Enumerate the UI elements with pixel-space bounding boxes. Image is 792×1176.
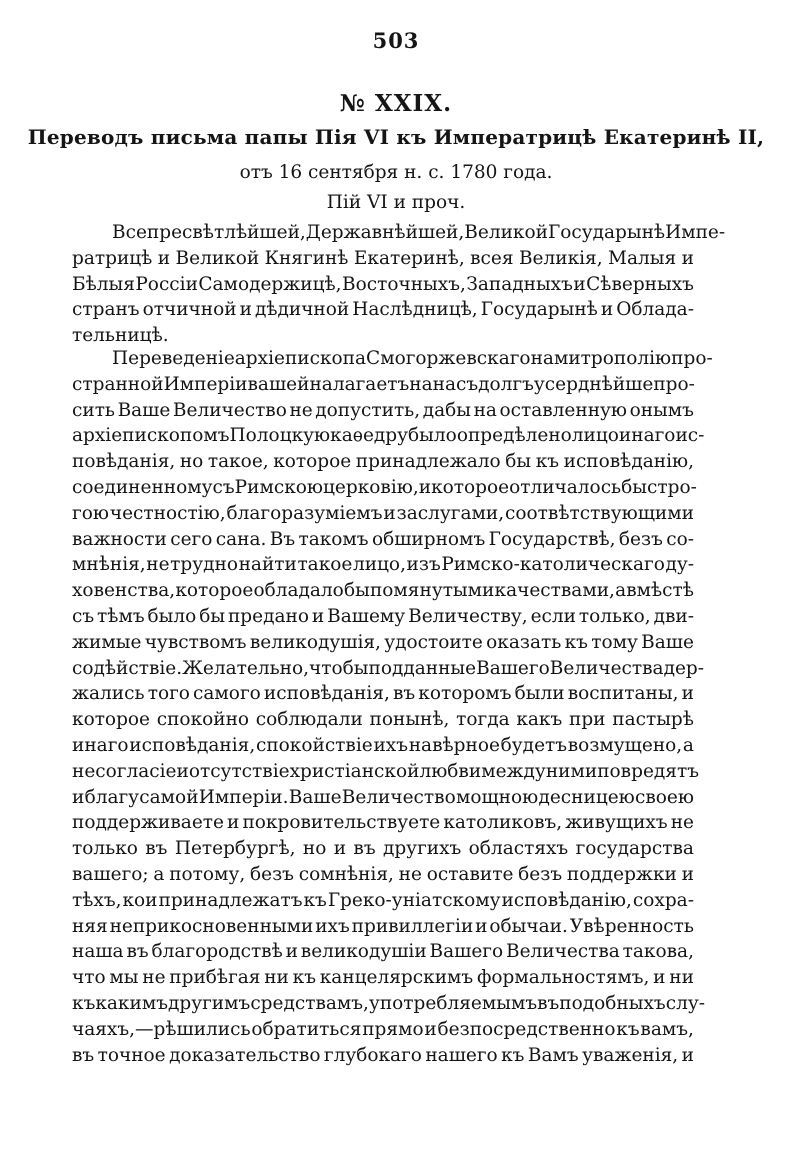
text-line — [72, 1017, 694, 1043]
word: Величества — [549, 657, 664, 679]
word: сомнѣнія, — [298, 863, 394, 885]
word: къ — [72, 992, 96, 1014]
text-line — [72, 888, 694, 914]
word: обширномъ — [371, 528, 486, 550]
word: глубокаго — [323, 1044, 422, 1066]
word: кои — [122, 889, 158, 911]
word: несогласіе — [72, 760, 177, 782]
word: Сѣверныхъ — [586, 273, 694, 295]
word: повѣданія, — [72, 451, 176, 473]
word: стро- — [647, 476, 697, 498]
word: найти — [238, 554, 297, 576]
word: лицо — [571, 425, 619, 447]
word: если — [530, 605, 576, 627]
word: удостоите — [384, 631, 483, 653]
text-line — [72, 630, 694, 656]
word: съ — [212, 476, 235, 498]
word: сить — [72, 399, 115, 421]
word: великодушіи — [300, 941, 427, 963]
word: оказать — [486, 631, 562, 653]
word: ихъ — [315, 915, 350, 937]
word: и — [681, 247, 694, 269]
word: мы — [109, 967, 139, 989]
word: благоразуміемъ — [226, 502, 383, 524]
word: отчичной — [142, 299, 237, 321]
word: къ — [564, 631, 588, 653]
word: вамъ, — [640, 1018, 694, 1040]
word: Государынѣ — [480, 299, 598, 321]
word: благу — [84, 786, 140, 808]
word: не — [670, 812, 694, 834]
word: было — [408, 425, 457, 447]
word: принадлежало — [355, 451, 501, 473]
word: такомъ — [298, 528, 369, 550]
word: Самодержицѣ, — [198, 273, 342, 295]
word: къ — [292, 967, 316, 989]
word: не — [146, 554, 170, 576]
word: понынѣ, — [369, 709, 450, 731]
word: ни — [669, 967, 694, 989]
word: онымъ — [629, 399, 694, 421]
word: того — [147, 683, 190, 705]
word: которое — [431, 476, 510, 498]
word: такова, — [622, 941, 694, 963]
word: тогда — [456, 709, 510, 731]
word: слу- — [665, 992, 705, 1014]
word: любви — [419, 760, 482, 782]
word: Желательно, — [182, 657, 310, 679]
word: чаяхъ,—рѣшились — [72, 1018, 251, 1040]
text-line — [72, 914, 694, 940]
word: бы — [343, 580, 370, 602]
word: поддерживаете — [72, 812, 224, 834]
word: трудно — [170, 554, 238, 576]
word: только — [72, 838, 138, 860]
word: христіанской — [289, 760, 420, 782]
word: безпосредственно — [437, 1018, 616, 1040]
word: навѣрное — [408, 734, 500, 756]
word: и — [383, 502, 396, 524]
word: между — [481, 760, 546, 782]
word: допустить, — [315, 399, 421, 421]
text-line — [72, 398, 694, 424]
word: исповѣданія, — [129, 734, 256, 756]
sender-line: Пій VI и проч. — [326, 192, 466, 213]
text-line — [72, 297, 694, 323]
word: и — [311, 605, 325, 627]
word: воспитаны, — [567, 683, 679, 705]
word: въ — [392, 683, 416, 705]
word: усерднѣйше — [533, 373, 654, 395]
word: Импе- — [665, 222, 726, 243]
word: областяхъ — [468, 838, 569, 860]
word: и — [600, 299, 614, 321]
word: чтобы — [309, 657, 369, 679]
word: оставите — [426, 863, 514, 885]
document-title: Переводъ письма папы Пія VI къ Императрицѣ Екатеринѣ II, — [27, 125, 765, 149]
word: прибѣгая — [169, 967, 261, 989]
word: вашего; — [72, 863, 149, 885]
text-line — [72, 656, 705, 682]
word: поддержки — [566, 863, 677, 885]
word: которое — [273, 451, 352, 473]
word: всея — [470, 247, 514, 269]
word: про- — [653, 373, 695, 395]
word: сего — [170, 528, 213, 550]
word: Державнѣйшей, — [305, 222, 465, 243]
word: тому — [591, 631, 638, 653]
word: государства — [575, 838, 694, 860]
word: Имперіи. — [198, 786, 289, 808]
word: и — [424, 1018, 437, 1040]
paragraph-address — [72, 220, 726, 349]
word: качествами, — [494, 580, 615, 602]
word: такое — [297, 554, 353, 576]
word: каѳедру — [330, 425, 409, 447]
word: Ваше — [288, 786, 342, 808]
word: такое, — [207, 451, 269, 473]
word: съ — [72, 605, 95, 627]
word: мнѣнія, — [72, 554, 146, 576]
text-line — [72, 681, 694, 707]
word: и — [418, 476, 432, 498]
text-line — [72, 785, 694, 811]
word: безъ — [618, 528, 663, 550]
word: ихъ — [373, 734, 408, 756]
word: Вашему — [327, 605, 406, 627]
word: къ — [303, 889, 327, 911]
word: соединенному — [72, 476, 213, 498]
word: Греко-уніатскому — [327, 889, 501, 911]
word: Западныхъ — [466, 273, 573, 295]
word: заслугами, — [396, 502, 505, 524]
word: странъ — [72, 299, 140, 321]
word: а — [682, 734, 694, 756]
word: было — [147, 605, 197, 627]
text-line — [72, 810, 694, 836]
word: вмѣстѣ — [626, 580, 694, 602]
page-number: 503 — [372, 28, 420, 53]
word: исповѣданію, — [563, 451, 694, 473]
word: долгъ — [478, 373, 534, 395]
word: и — [333, 838, 347, 860]
word: средствамъ, — [250, 992, 369, 1014]
word: Облада- — [616, 299, 694, 321]
word: безъ — [249, 863, 294, 885]
word: другихъ — [382, 838, 462, 860]
word: живущихъ — [565, 812, 668, 834]
word: архіепископомъ — [72, 425, 230, 447]
word: Великой — [464, 222, 548, 243]
word: и — [157, 247, 171, 269]
word: бы — [199, 605, 226, 627]
word: дѣдичной — [254, 299, 350, 321]
word: Петербургѣ, — [174, 838, 296, 860]
text-line — [72, 991, 705, 1017]
word: Смогоржевскаго — [366, 348, 531, 369]
word: содѣйствіе. — [72, 657, 183, 679]
word: а — [153, 863, 165, 885]
word: ними — [545, 760, 598, 782]
word: были — [514, 683, 565, 705]
text-line — [72, 246, 694, 272]
word: на — [409, 373, 433, 395]
word: въ — [537, 992, 560, 1014]
text-line — [72, 733, 694, 759]
word: употребляемымъ — [368, 992, 538, 1014]
word: митрополію — [553, 348, 672, 369]
word: формальностямъ, — [476, 967, 650, 989]
word: Великія, — [518, 247, 603, 269]
word: и — [653, 967, 666, 989]
text-line — [72, 475, 697, 501]
word: мощною — [455, 786, 539, 808]
word: бы — [621, 476, 648, 498]
word: исповѣданія, — [263, 683, 390, 705]
word: въ — [72, 1044, 95, 1066]
word: обладало — [253, 580, 344, 602]
word: повредятъ — [597, 760, 699, 782]
word: Государынѣ — [547, 222, 666, 243]
word: другимъ — [168, 992, 251, 1014]
word: Екатеринѣ, — [353, 247, 465, 269]
word: инаго — [618, 425, 676, 447]
word: нашего — [425, 1044, 498, 1066]
word: архіепископа — [234, 348, 367, 369]
text-line — [72, 759, 699, 785]
word: ис- — [675, 425, 705, 447]
word: подобныхъ — [559, 992, 666, 1014]
word: Великой — [175, 247, 260, 269]
word: церковію, — [323, 476, 419, 498]
document-date: отъ 16 сентября н. с. 1780 года. — [239, 162, 553, 183]
word: возмущено, — [567, 734, 683, 756]
text-line — [72, 272, 694, 298]
word: жимые — [72, 631, 142, 653]
word: въ — [145, 838, 168, 860]
word: насъ — [432, 373, 479, 395]
word: Величеству, — [408, 605, 528, 627]
text-line — [72, 578, 694, 604]
word: Переведеніе — [112, 348, 235, 369]
paragraph-body — [72, 346, 713, 1068]
word: предано — [227, 605, 309, 627]
word: покровительствуете — [242, 812, 441, 834]
word: сана. — [215, 528, 267, 550]
word: какъ — [516, 709, 563, 731]
text-line — [72, 220, 726, 246]
word: дабы — [422, 399, 471, 421]
word: канцелярскимъ — [319, 967, 474, 989]
word: къ — [535, 451, 560, 473]
word: пастырѣ — [612, 709, 694, 731]
word: ду- — [665, 554, 694, 576]
word: обычаи. — [489, 915, 568, 937]
word: привиллегіи — [351, 915, 474, 937]
word: Полоцкую — [229, 425, 331, 447]
word: и — [227, 812, 240, 834]
word: на — [473, 399, 497, 421]
text-line — [72, 604, 694, 630]
word: которомъ — [418, 683, 512, 705]
word: самой — [139, 786, 199, 808]
word: на — [530, 348, 554, 369]
word: ратрицѣ — [72, 247, 153, 269]
text-line — [72, 965, 694, 991]
text-line — [72, 527, 694, 553]
word: отсутствіе — [188, 760, 290, 782]
word: но — [302, 838, 327, 860]
word: католиковъ, — [443, 812, 563, 834]
word: Ваше — [117, 399, 171, 421]
word: чувствомъ — [144, 631, 247, 653]
word: Ваше — [641, 631, 694, 653]
text-line — [72, 836, 694, 862]
word: соблюдали — [255, 709, 363, 731]
word: Малыя — [608, 247, 677, 269]
word: прямо — [362, 1018, 424, 1040]
word: оставленную — [499, 399, 628, 421]
word: налагаетъ — [309, 373, 410, 395]
word: и — [681, 1044, 694, 1066]
word: няя — [72, 915, 108, 937]
word: ни — [264, 967, 289, 989]
word: сохра- — [632, 889, 694, 911]
word: какимъ — [95, 992, 168, 1014]
word: жались — [72, 683, 145, 705]
word: Россіи — [135, 273, 198, 295]
word: Наслѣдницѣ, — [352, 299, 478, 321]
word: принадлежатъ — [158, 889, 303, 911]
word: которое — [175, 580, 254, 602]
word: и — [681, 683, 694, 705]
word: отличалось — [509, 476, 622, 498]
text-line — [72, 449, 694, 475]
word: а — [615, 580, 627, 602]
word: Вашего — [476, 657, 550, 679]
word: подданные — [368, 657, 477, 679]
word: въ — [353, 838, 376, 860]
word: и — [239, 299, 252, 321]
word: опредѣлено — [456, 425, 572, 447]
word: потому, — [169, 863, 246, 885]
word: спокойствіе — [255, 734, 373, 756]
word: лицо, — [352, 554, 406, 576]
word: не — [289, 399, 313, 421]
word: но — [179, 451, 204, 473]
text-line — [72, 372, 694, 398]
word: Величество — [341, 786, 456, 808]
word: уваженія, — [582, 1044, 679, 1066]
word: исповѣданію, — [501, 889, 632, 911]
word: Восточныхъ, — [342, 273, 466, 295]
word: Княгинѣ — [264, 247, 349, 269]
word: помянутыми — [369, 580, 495, 602]
word: Бѣлыя — [72, 273, 135, 295]
word: которое — [72, 709, 151, 731]
word: Государствѣ, — [488, 528, 616, 550]
word: доказательство — [169, 1044, 321, 1066]
word: будетъ — [500, 734, 568, 756]
document-number: № XXIX. — [339, 90, 453, 117]
word: бы — [505, 451, 532, 473]
word: не — [398, 863, 422, 885]
word: дви- — [653, 605, 694, 627]
word: къ — [616, 1018, 640, 1040]
text-line — [72, 423, 705, 449]
word: Вамъ — [527, 1044, 579, 1066]
word: гою — [72, 502, 109, 524]
word: Величества — [505, 941, 620, 963]
word: Всепресвѣтлѣйшей, — [112, 222, 306, 243]
word: Величество — [172, 399, 287, 421]
word: честностію, — [109, 502, 226, 524]
word: и — [573, 273, 586, 295]
word: къ — [501, 1044, 525, 1066]
word: наша — [72, 941, 124, 963]
word: безъ — [518, 863, 563, 885]
word: вашей — [247, 373, 310, 395]
word: со- — [666, 528, 694, 550]
word: странной — [72, 373, 164, 395]
word: своею — [635, 786, 694, 808]
word: и — [176, 760, 189, 782]
text-line — [72, 939, 694, 965]
word: великодушія, — [249, 631, 381, 653]
word: соотвѣтствующими — [505, 502, 694, 524]
text-line — [72, 552, 694, 578]
word: Вашего — [429, 941, 504, 963]
word: что — [72, 967, 106, 989]
word: благородствѣ — [151, 941, 283, 963]
word: тельницѣ. — [72, 325, 169, 347]
word: про- — [671, 348, 713, 369]
word: спокойно — [156, 709, 250, 731]
word: десницею — [538, 786, 635, 808]
word: точное — [97, 1044, 166, 1066]
text-line — [72, 1043, 694, 1069]
word: Римскою — [234, 476, 324, 498]
word: и — [72, 786, 85, 808]
word: изъ — [406, 554, 441, 576]
word: и — [475, 915, 488, 937]
word: только, — [578, 605, 651, 627]
word: дер- — [663, 657, 705, 679]
word: и — [681, 863, 694, 885]
word: и — [285, 941, 298, 963]
text-line — [72, 346, 713, 372]
word: Въ — [269, 528, 296, 550]
word: Имперіи — [163, 373, 248, 395]
word: инаго — [72, 734, 129, 756]
word: въ — [126, 941, 149, 963]
word: неприкосновенными — [109, 915, 314, 937]
word: не — [142, 967, 166, 989]
word: Увѣренность — [569, 915, 694, 937]
text-line — [72, 862, 694, 888]
word: самого — [193, 683, 261, 705]
text-line — [72, 501, 694, 527]
word: важности — [72, 528, 167, 550]
word: при — [569, 709, 606, 731]
word: Римско-католическаго — [441, 554, 665, 576]
word: ховенства, — [72, 580, 176, 602]
word: тѣхъ, — [72, 889, 122, 911]
text-line — [72, 707, 694, 733]
word: тѣмъ — [97, 605, 145, 627]
word: обратиться — [251, 1018, 362, 1040]
